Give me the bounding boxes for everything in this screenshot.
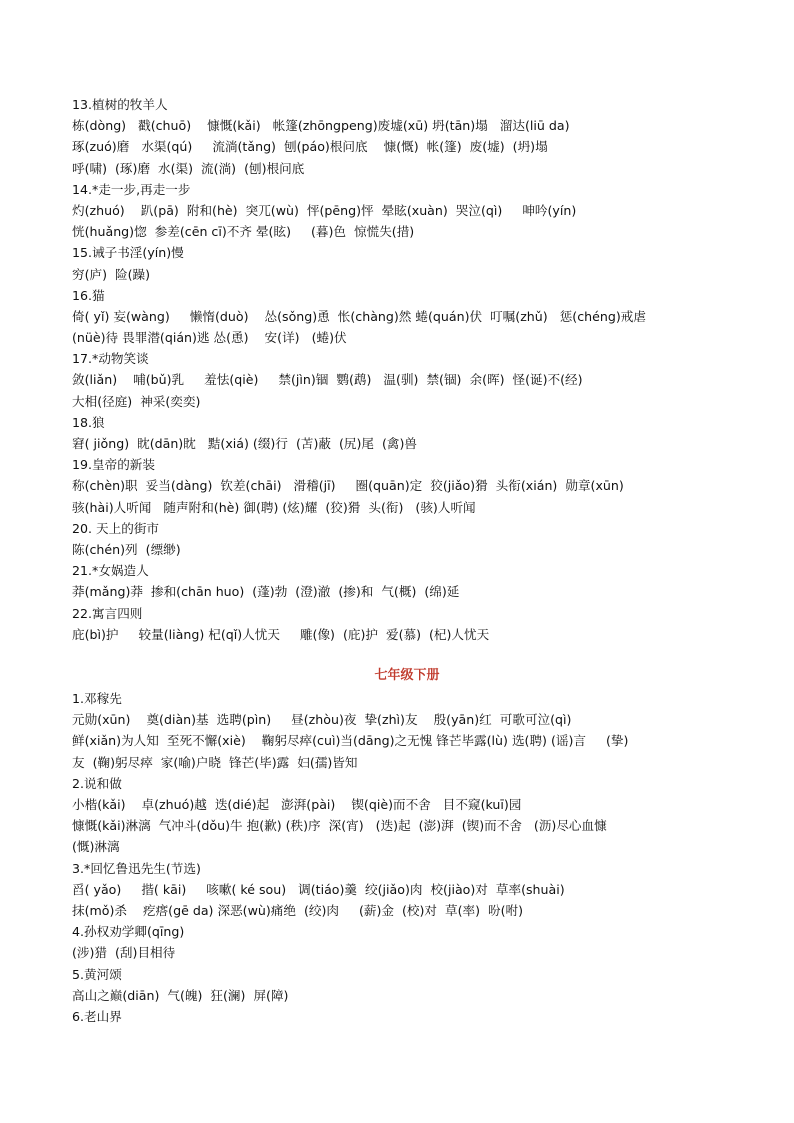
vocab-line: 呼(啸) (琢)磨 水(渠) 流(淌) (刨)根问底 [72, 160, 305, 176]
lesson-heading: 15.诫子书淫(yín)慢 [72, 245, 184, 261]
lesson-heading: 19.皇帝的新装 [72, 457, 155, 473]
vocab-line: 称(chèn)职 妥当(dàng) 钦差(chāi) 滑稽(jī) 圈(quān)定 狡(jiǎo)猾 头衔(xián) 勋章(xūn) [72, 478, 624, 494]
vocab-line: (慨)淋漓 [72, 839, 120, 855]
vocab-line: 倚( yǐ) 妄(wàng) 懒惰(duò) 怂(sǒng)恿 怅(chàng)然 蜷(quán)伏 叮嘱(zhǔ) 惩(chéng)戒虐 [72, 308, 646, 324]
lesson-heading: 3.*回忆鲁迅先生(节选) [72, 860, 201, 876]
lesson-heading: 14.*走一步,再走一步 [72, 181, 191, 197]
lesson-heading: 13.植树的牧羊人 [72, 97, 168, 112]
lesson-heading: 4.孙权劝学卿(qīng) [72, 924, 185, 940]
lesson-heading: 16.猫 [72, 287, 105, 303]
vocab-line: 灼(zhuó) 趴(pā) 附和(hè) 突兀(wù) 怦(pēng)怦 晕眩(xuàn) 哭泣(qì) 呻吟(yín) [72, 202, 577, 218]
vocab-line: 庇(bì)护 较量(liàng) 杞(qǐ)人忧天 雕(像) (庇)护 爱(慕) (杞)人忧天 [72, 626, 490, 642]
vocab-line: 莽(mǎng)莽 掺和(chān huo) (蓬)勃 (澄)澈 (掺)和 气(概) (绵)延 [72, 584, 460, 600]
lesson-heading: 1.邓稼先 [72, 691, 122, 707]
vocab-line: 恍(huǎng)惚 参差(cēn cī)不齐 晕(眩) (暮)色 惊慌失(措) [72, 224, 415, 240]
vocab-line: 敛(liǎn) 哺(bǔ)乳 羞怯(qiè) 禁(jìn)锢 鹦(鹉) 温(驯) 禁(锢) 余(晖) 怪(诞)不(经) [72, 372, 583, 388]
lesson-heading: 18.狼 [72, 414, 105, 430]
lesson-heading: 22.寓言四则 [72, 605, 143, 621]
vocab-line: 友 (鞠)躬尽瘁 家(喻)户晓 锋芒(毕)露 妇(孺)皆知 [72, 754, 358, 770]
vocab-line: 慷慨(kǎi)淋漓 气冲斗(dǒu)牛 抱(歉) (秩)序 深(宵) (迭)起 (澎)湃 (锲)而不舍 (沥)尽心血慷 [72, 818, 607, 834]
lesson-heading: 21.*女娲造人 [72, 563, 149, 579]
vocab-line: 大相(径庭) 神采(奕奕) [72, 393, 201, 409]
vocab-line: 鲜(xiǎn)为人知 至死不懈(xiè) 鞠躬尽瘁(cuì)当(dāng)之无愧 锋芒毕露(lù) 选(聘) (谣)言 (挚) [72, 733, 629, 749]
document-page [72, 94, 742, 1027]
lesson-heading: 5.黄河颂 [72, 966, 122, 982]
vocab-line: 元勋(xūn) 奠(diàn)基 选聘(pìn) 昼(zhòu)夜 挚(zhì)友 殷(yān)红 可歌可泣(qì) [72, 712, 572, 728]
grade7-upper-vocab-list [72, 94, 742, 645]
section-title-grade7-lower: 七年级下册 [374, 667, 440, 683]
vocab-line: 窘( jiǒng) 眈(dān)眈 黠(xiá) (缀)行 (苫)蔽 (尻)尾 (禽)兽 [72, 436, 417, 451]
vocab-line: 抹(mǒ)杀 疙瘩(gē da) 深恶(wù)痛绝 (绞)肉 (薪)金 (校)对 草(率) 吩(咐) [72, 902, 524, 918]
vocab-line: 小楷(kǎi) 卓(zhuó)越 迭(dié)起 澎湃(pài) 锲(qiè)而不舍 目不窥(kuī)园 [72, 797, 522, 812]
lesson-heading: 17.*动物笑谈 [72, 351, 149, 367]
lesson-heading: 6.老山界 [72, 1008, 122, 1024]
vocab-line: 穷(庐) 险(躁) [72, 266, 151, 282]
vocab-line: (nüè)待 畏罪潜(qián)逃 怂(恿) 安(详) (蜷)伏 [72, 330, 347, 346]
lesson-heading: 2.说和做 [72, 775, 122, 791]
vocab-line: 高山之巅(diān) 气(魄) 狂(澜) 屏(障) [72, 987, 289, 1003]
vocab-line: 舀( yǎo) 揩( kāi) 咳嗽( ké sou) 调(tiáo)羹 绞(jiǎo)肉 校(jiào)对 草率(shuài) [72, 881, 565, 897]
grade7-lower-vocab-list [72, 688, 742, 1027]
vocab-line: 琢(zuó)磨 水渠(qú) 流淌(tǎng) 刨(páo)根问底 慷(慨) 帐(篷) 废(墟) (坍)塌 [72, 139, 548, 155]
vocab-line: (涉)猎 (刮)目相待 [72, 945, 176, 961]
vocab-line: 栋(dòng) 戳(chuō) 慷慨(kǎi) 帐篷(zhōngpeng)废墟(xū) 坍(tān)塌 溜达(liū da) [72, 118, 570, 134]
vocab-line: 骇(hài)人听闻 随声附和(hè) 御(聘) (炫)耀 (狡)猾 头(衔) (骇)人听闻 [72, 499, 476, 515]
vocab-line: 陈(chén)列 (缥缈) [72, 541, 181, 557]
lesson-heading: 20. 天上的街市 [72, 520, 160, 536]
